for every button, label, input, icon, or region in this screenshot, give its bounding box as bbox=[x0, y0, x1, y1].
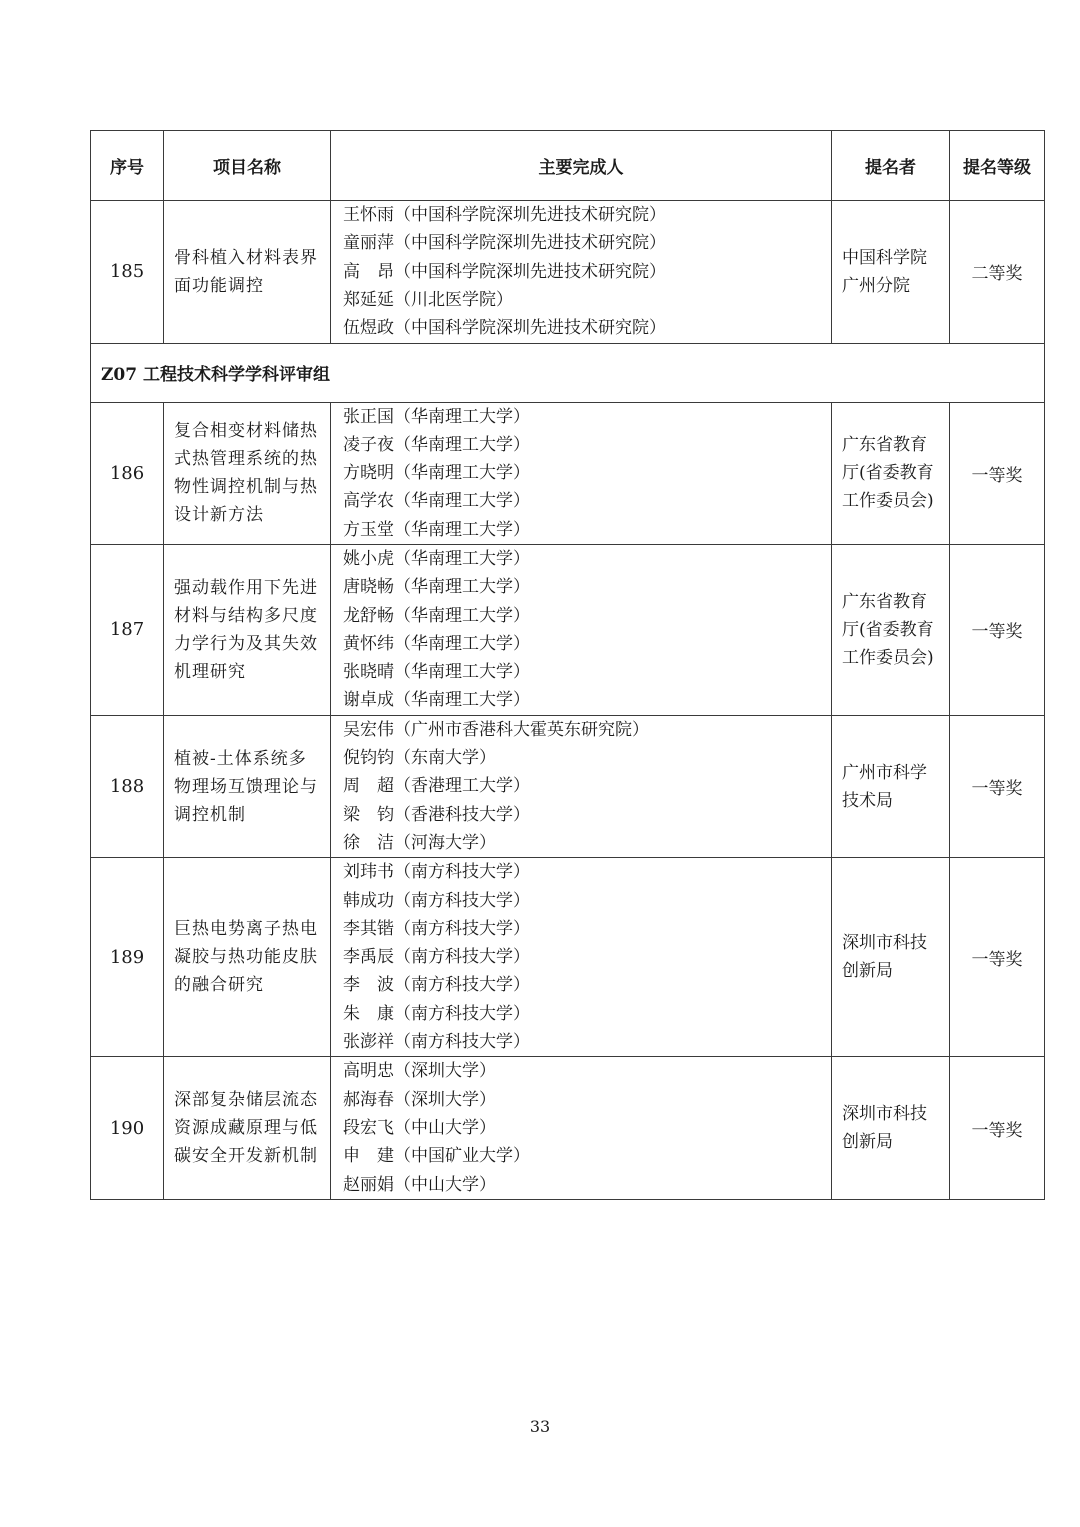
contributor: 唐晓畅（华南理工大学） bbox=[343, 577, 530, 598]
nominator: 广州市科学技术局 bbox=[832, 715, 950, 858]
project-name: 植被-土体系统多物理场互馈理论与调控机制 bbox=[164, 715, 331, 858]
contributor: 伍煜政（中国科学院深圳先进技术研究院） bbox=[343, 318, 666, 339]
row-seq: 186 bbox=[91, 402, 164, 545]
project-name: 深部复杂储层流态资源成藏原理与低碳安全开发新机制 bbox=[164, 1057, 331, 1200]
contributor: 周 超（香港理工大学） bbox=[343, 776, 530, 797]
nominator: 广东省教育厅(省委教育工作委员会) bbox=[832, 545, 950, 716]
contributor: 徐 洁（河海大学） bbox=[343, 832, 496, 853]
page-number: 33 bbox=[529, 1417, 551, 1436]
contributor: 高 昂（中国科学院深圳先进技术研究院） bbox=[343, 261, 666, 282]
row-seq: 190 bbox=[91, 1057, 164, 1200]
contributor: 吴宏伟（广州市香港科大霍英东研究院） bbox=[343, 719, 649, 740]
contributor: 朱 康（南方科技大学） bbox=[343, 1003, 530, 1024]
table-row bbox=[91, 715, 1045, 858]
contributor: 李禹辰（南方科技大学） bbox=[343, 947, 530, 968]
nominator: 中国科学院广州分院 bbox=[832, 201, 950, 344]
row-seq: 187 bbox=[91, 545, 164, 716]
contributor: 韩成功（南方科技大学） bbox=[343, 890, 530, 911]
contributor: 梁 钧（香港科技大学） bbox=[343, 804, 530, 825]
nomination-grade: 二等奖 bbox=[950, 201, 1045, 344]
project-name: 复合相变材料储热式热管理系统的热物性调控机制与热设计新方法 bbox=[164, 402, 331, 545]
contributor: 龙舒畅（华南理工大学） bbox=[343, 605, 530, 626]
awards-table bbox=[90, 130, 1045, 1200]
group-row bbox=[91, 343, 1045, 402]
header-project-name: 项目名称 bbox=[164, 131, 331, 201]
nomination-grade: 一等奖 bbox=[950, 715, 1045, 858]
nominator: 广东省教育厅(省委教育工作委员会) bbox=[832, 402, 950, 545]
table-body-after bbox=[91, 402, 1045, 1199]
contributor: 方晓明（华南理工大学） bbox=[343, 463, 530, 484]
contributor: 张澎祥（南方科技大学） bbox=[343, 1032, 530, 1053]
contributor: 倪钧钧（东南大学） bbox=[343, 748, 496, 769]
contributors-cell bbox=[331, 715, 832, 858]
contributors-cell bbox=[331, 201, 832, 344]
contributor: 段宏飞（中山大学） bbox=[343, 1117, 496, 1138]
row-seq: 188 bbox=[91, 715, 164, 858]
group-title: Z07 工程技术科学学科评审组 bbox=[91, 343, 1045, 402]
nomination-grade: 一等奖 bbox=[950, 858, 1045, 1057]
contributor: 张正国（华南理工大学） bbox=[343, 406, 530, 427]
nomination-grade: 一等奖 bbox=[950, 1057, 1045, 1200]
table-row bbox=[91, 201, 1045, 344]
contributor: 郝海春（深圳大学） bbox=[343, 1089, 496, 1110]
project-name: 巨热电势离子热电凝胶与热功能皮肤的融合研究 bbox=[164, 858, 331, 1057]
table-row bbox=[91, 1057, 1045, 1200]
table-row bbox=[91, 858, 1045, 1057]
contributor: 童丽萍（中国科学院深圳先进技术研究院） bbox=[343, 233, 666, 254]
header-main-contributors: 主要完成人 bbox=[331, 131, 832, 201]
project-name: 骨科植入材料表界面功能调控 bbox=[164, 201, 331, 344]
contributor: 郑延延（川北医学院） bbox=[343, 289, 513, 310]
header-nomination-grade: 提名等级 bbox=[950, 131, 1045, 201]
table-row bbox=[91, 402, 1045, 545]
contributor: 申 建（中国矿业大学） bbox=[343, 1146, 530, 1167]
contributor: 方玉堂（华南理工大学） bbox=[343, 519, 530, 540]
contributors-cell bbox=[331, 545, 832, 716]
row-seq: 185 bbox=[91, 201, 164, 344]
group-section bbox=[91, 343, 1045, 402]
contributor: 高明忠（深圳大学） bbox=[343, 1061, 496, 1082]
nomination-grade: 一等奖 bbox=[950, 402, 1045, 545]
contributor: 刘玮书（南方科技大学） bbox=[343, 862, 530, 883]
contributor: 姚小虎（华南理工大学） bbox=[343, 549, 530, 569]
contributor: 凌子夜（华南理工大学） bbox=[343, 434, 530, 455]
contributor: 赵丽娟（中山大学） bbox=[343, 1174, 496, 1195]
contributor: 谢卓成（华南理工大学） bbox=[343, 690, 530, 711]
contributor: 王怀雨（中国科学院深圳先进技术研究院） bbox=[343, 205, 666, 225]
table-row bbox=[91, 545, 1045, 716]
header-nominator: 提名者 bbox=[832, 131, 950, 201]
project-name: 强动载作用下先进材料与结构多尺度力学行为及其失效机理研究 bbox=[164, 545, 331, 716]
table-body-before bbox=[91, 201, 1045, 344]
contributors-cell bbox=[331, 858, 832, 1057]
header-seq: 序号 bbox=[91, 131, 164, 201]
nomination-grade: 一等奖 bbox=[950, 545, 1045, 716]
contributor: 黄怀纬（华南理工大学） bbox=[343, 633, 530, 654]
nominator: 深圳市科技创新局 bbox=[832, 858, 950, 1057]
contributor: 高学农（华南理工大学） bbox=[343, 491, 530, 512]
header-row bbox=[91, 131, 1045, 201]
contributor: 张晓晴（华南理工大学） bbox=[343, 662, 530, 683]
contributors-cell bbox=[331, 402, 832, 545]
contributor: 李其锴（南方科技大学） bbox=[343, 918, 530, 939]
contributor: 李 波（南方科技大学） bbox=[343, 975, 530, 996]
contributors-cell bbox=[331, 1057, 832, 1200]
row-seq: 189 bbox=[91, 858, 164, 1057]
nominator: 深圳市科技创新局 bbox=[832, 1057, 950, 1200]
